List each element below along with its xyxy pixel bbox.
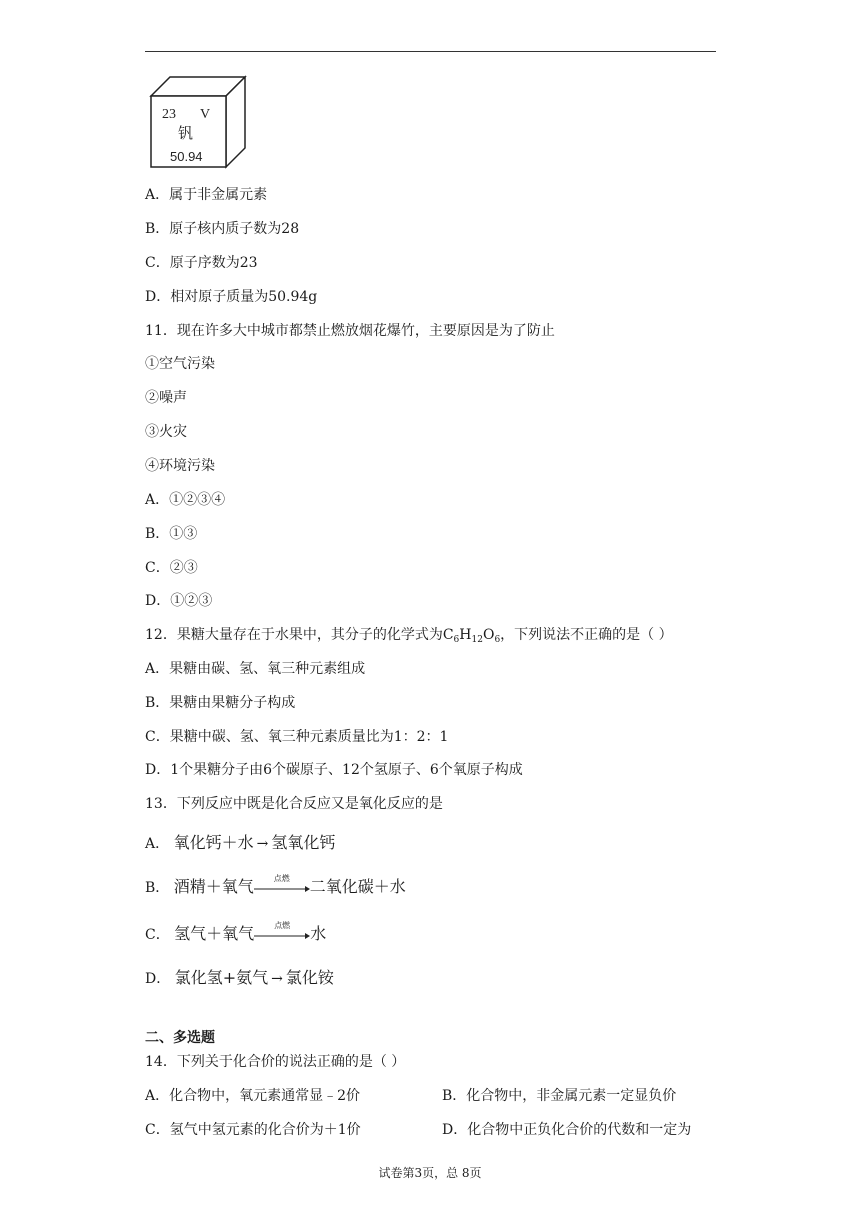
q13-stem: 13．下列反应中既是化合反应又是氧化反应的是: [145, 796, 443, 812]
q12-stem: [145, 626, 673, 649]
header-rule: [145, 51, 716, 52]
q14-stem: 14．下列关于化合价的说法正确的是（ ）: [145, 1054, 406, 1070]
q11-option-a: A．①②③④: [145, 492, 226, 508]
arrow-icon: →: [256, 836, 269, 852]
element-number: 23: [162, 107, 176, 122]
q14-option-c: C．氢气中氢元素的化合价为＋1价: [145, 1122, 361, 1138]
q12-formula: $C_6H_{12}O_6$: [442, 627, 501, 645]
q11-item-1: ①空气污染: [145, 356, 215, 372]
section-heading: 二、多选题: [145, 1030, 215, 1046]
q11-stem: 11．现在许多大中城市都禁止燃放烟花爆竹，主要原因是为了防止: [145, 323, 555, 339]
q13-option-c: C． 氢气＋氧气 点燃 水: [145, 921, 327, 943]
q12-option-b: B．果糖由果糖分子构成: [145, 695, 296, 711]
q10-option-c: C．原子序数为23: [145, 255, 258, 271]
q11-option-b: B．①③: [145, 526, 198, 542]
element-symbol: V: [200, 107, 211, 122]
q10-option-b: B．原子核内质子数为28: [145, 221, 300, 237]
arrow-icon: →: [271, 971, 283, 987]
reaction-arrow-icon: [254, 874, 310, 897]
element-card-vanadium: [148, 74, 248, 170]
q11-item-4: ④环境污染: [145, 458, 215, 474]
element-mass: 50.94: [170, 149, 203, 164]
q10-option-d: D．相对原子质量为50.94g: [145, 289, 318, 305]
q12-option-c: C．果糖中碳、氢、氧三种元素质量比为1：2：1: [145, 729, 449, 745]
reaction-arrow-icon: [254, 921, 310, 944]
q13-option-b: B． 酒精＋氧气 点燃 二氧化碳＋水: [145, 874, 406, 896]
q14-option-a: A．化合物中，氧元素通常显﹣2价: [145, 1088, 361, 1104]
q11-option-d: D．①②③: [145, 593, 213, 609]
reaction-condition: 点燃: [274, 921, 291, 930]
q14-option-b: B．化合物中，非金属元素一定显负价: [442, 1088, 677, 1104]
q11-item-3: ③火灾: [145, 424, 187, 440]
q12-stem-pre: 12．果糖大量存在于水果中，其分子的化学式为: [145, 627, 443, 643]
q12-option-a: A．果糖由碳、氢、氧三种元素组成: [145, 661, 366, 677]
q14-option-d: D．化合物中正负化合价的代数和一定为: [442, 1122, 692, 1138]
q12-option-d: D．1个果糖分子由6个碳原子、12个氢原子、6个氧原子构成: [145, 762, 523, 778]
q12-stem-post: ，下列说法不正确的是（ ）: [500, 627, 673, 643]
q13-option-d: D． 氯化氢+氨气 → 氯化铵: [145, 968, 334, 987]
page-footer: 试卷第3页，总 8页: [378, 1166, 482, 1180]
element-name: 钒: [178, 124, 194, 142]
q10-option-a: A．属于非金属元素: [145, 187, 268, 203]
q11-option-c: C．②③: [145, 560, 198, 576]
q11-item-2: ②噪声: [145, 390, 187, 406]
q13-option-a: A． 氧化钙＋水 → 氢氧化钙: [145, 833, 336, 852]
reaction-condition: 点燃: [273, 874, 290, 883]
